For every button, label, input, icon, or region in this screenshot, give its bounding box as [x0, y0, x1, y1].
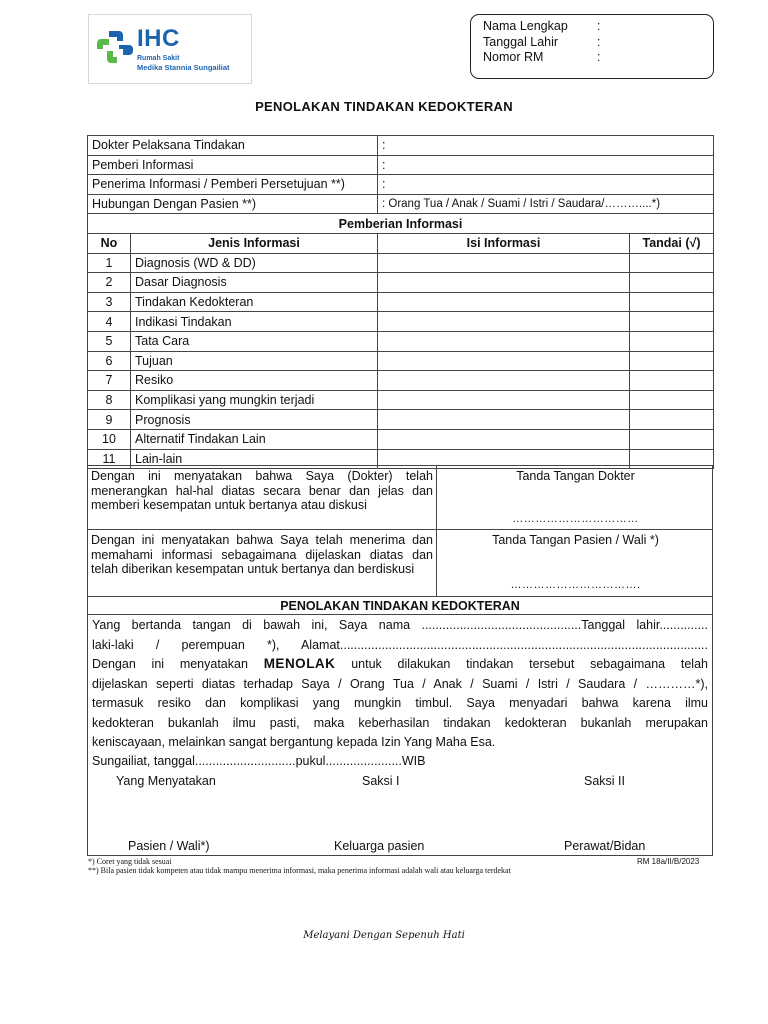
- row-no: 7: [88, 371, 131, 391]
- refusal-section-title: PENOLAKAN TINDAKAN KEDOKTERAN: [87, 596, 713, 615]
- table-row: [88, 390, 714, 410]
- row-no: 10: [88, 429, 131, 449]
- row-isi-cell[interactable]: [378, 292, 630, 312]
- table-row: [88, 410, 714, 430]
- row-no: 6: [88, 351, 131, 371]
- party-family-label: Keluarga pasien: [334, 839, 425, 853]
- doctor-signature-label: Tanda Tangan Dokter: [516, 469, 635, 483]
- row-isi-cell[interactable]: [378, 312, 630, 332]
- row-jenis: Lain-lain: [131, 449, 378, 469]
- row-no: 4: [88, 312, 131, 332]
- logo-line-1: Rumah Sakit: [137, 55, 180, 62]
- info-section-title: Pemberian Informasi: [88, 214, 714, 234]
- row-check-cell[interactable]: [630, 312, 714, 332]
- patient-signature-line: …………………………….: [510, 579, 641, 591]
- refusal-line-permission: keniscayaan, melainkan sangat bergantung kepada Izin Yang Maha Esa.: [92, 735, 496, 749]
- hospital-logo: [88, 14, 252, 84]
- row-jenis: Resiko: [131, 371, 378, 391]
- patient-signature-box[interactable]: [436, 529, 713, 597]
- party-nurse-label: Perawat/Bidan: [564, 839, 646, 853]
- row-jenis: Tujuan: [131, 351, 378, 371]
- patient-dob-field[interactable]: :: [597, 35, 601, 49]
- row-jenis: Dasar Diagnosis: [131, 273, 378, 293]
- row-isi-cell[interactable]: [378, 371, 630, 391]
- row-jenis: Komplikasi yang mungkin terjadi: [131, 390, 378, 410]
- table-row: [88, 351, 714, 371]
- form-code: RM 18a/II/B/2023: [637, 857, 700, 866]
- refusal-line-address[interactable]: laki-laki / perempuan *), Alamat..........................................................................................................: [92, 638, 708, 652]
- row-no: 1: [88, 253, 131, 273]
- table-row: [88, 312, 714, 332]
- patient-rm-field[interactable]: :: [597, 50, 601, 64]
- refusal-line-science: kedokteran bukanlah ilmu pasti, maka keberhasilan tindakan kedokteran bukanlah merupakan: [92, 716, 708, 730]
- table-row: [88, 292, 714, 312]
- party-patient-label: Pasien / Wali*): [128, 839, 210, 853]
- row-value[interactable]: :: [378, 175, 714, 195]
- patient-name-field[interactable]: :: [597, 19, 601, 33]
- statement-pre: Dengan ini menyatakan: [92, 657, 248, 671]
- doctor-signature-box[interactable]: [436, 465, 713, 530]
- column-header-tandai: Tandai (√): [630, 233, 714, 253]
- header-row-relationship: [88, 194, 714, 214]
- patient-declaration-box: [87, 529, 437, 597]
- row-jenis: Tata Cara: [131, 331, 378, 351]
- footnote-competence: **) Bila pasien tidak kompeten atau tidak mampu menerima informasi, maka penerima informasi adalah wali atau keluarga terdekat: [88, 866, 511, 875]
- row-check-cell[interactable]: [630, 429, 714, 449]
- patient-signature-label: Tanda Tangan Pasien / Wali *): [492, 533, 659, 547]
- patient-name-label: Nama Lengkap: [483, 19, 568, 33]
- row-no: 9: [88, 410, 131, 430]
- row-value[interactable]: :: [378, 136, 714, 156]
- refusal-line-statement: [92, 657, 708, 671]
- row-jenis: Prognosis: [131, 410, 378, 430]
- row-check-cell[interactable]: [630, 253, 714, 273]
- table-row: [88, 429, 714, 449]
- doctor-declaration-box: [87, 465, 437, 530]
- row-check-cell[interactable]: [630, 273, 714, 293]
- row-jenis: Indikasi Tindakan: [131, 312, 378, 332]
- row-no: 5: [88, 331, 131, 351]
- row-check-cell[interactable]: [630, 371, 714, 391]
- row-isi-cell[interactable]: [378, 331, 630, 351]
- patient-rm-label: Nomor RM: [483, 50, 544, 64]
- party-declarant-label: Yang Menyatakan: [116, 774, 216, 788]
- row-isi-cell[interactable]: [378, 273, 630, 293]
- patient-declaration-text: Dengan ini menyatakan bahwa Saya telah menerima dan memahami informasi sebagaimana dijelaskan diatas dan telah diberikan kesempatan untuk bertanya dan berdiskusi: [91, 533, 433, 576]
- hospital-tagline: Melayani Dengan Sepenuh Hati: [303, 930, 465, 941]
- table-row: [88, 253, 714, 273]
- footnote-strike: *) Coret yang tidak sesuai: [88, 857, 172, 866]
- hospital-cross-icon: [95, 27, 135, 67]
- row-value[interactable]: : Orang Tua / Anak / Suami / Istri / Saudara/………....*): [378, 194, 714, 214]
- row-isi-cell[interactable]: [378, 410, 630, 430]
- row-check-cell[interactable]: [630, 390, 714, 410]
- row-check-cell[interactable]: [630, 292, 714, 312]
- table-row: [88, 331, 714, 351]
- row-label: Hubungan Dengan Pasien **): [88, 194, 378, 214]
- row-isi-cell[interactable]: [378, 429, 630, 449]
- row-label: Dokter Pelaksana Tindakan: [88, 136, 378, 156]
- row-jenis: Diagnosis (WD & DD): [131, 253, 378, 273]
- row-isi-cell[interactable]: [378, 351, 630, 371]
- row-value[interactable]: :: [378, 155, 714, 175]
- table-row: [88, 371, 714, 391]
- row-check-cell[interactable]: [630, 410, 714, 430]
- row-label: Penerima Informasi / Pemberi Persetujuan **): [88, 175, 378, 195]
- row-no: 11: [88, 449, 131, 469]
- row-check-cell[interactable]: [630, 351, 714, 371]
- doctor-declaration-text: Dengan ini menyatakan bahwa Saya (Dokter) telah menerangkan hal-hal diatas secara benar dan jelas dan memberi kesempatan untuk bertanya atau diskusi: [91, 469, 433, 512]
- statement-refuse: MENOLAK: [263, 656, 336, 671]
- row-no: 2: [88, 273, 131, 293]
- statement-post: untuk dilakukan tindakan tersebut sebagaimana telah: [351, 657, 708, 671]
- party-witness-2-label: Saksi II: [584, 774, 625, 788]
- header-row-doctor: [88, 136, 714, 156]
- refusal-line-risk: termasuk resiko dan komplikasi yang mungkin timbul. Saya menyadari bahwa karena ilmu: [92, 696, 708, 710]
- logo-line-2: Medika Stannia Sungailiat: [137, 63, 230, 72]
- logo-brand: IHC: [137, 25, 180, 52]
- column-header-isi: Isi Informasi: [378, 233, 630, 253]
- row-isi-cell[interactable]: [378, 390, 630, 410]
- column-header-no: No: [88, 233, 131, 253]
- refusal-line-date[interactable]: Sungailiat, tanggal.............................pukul......................WIB: [92, 754, 426, 768]
- row-jenis: Alternatif Tindakan Lain: [131, 429, 378, 449]
- row-no: 8: [88, 390, 131, 410]
- information-table: [87, 135, 714, 469]
- refusal-line-name[interactable]: Yang bertanda tangan di bawah ini, Saya nama ..............................................Tanggal lahir..............: [92, 618, 708, 632]
- refusal-section-body: [87, 615, 713, 856]
- row-check-cell[interactable]: [630, 331, 714, 351]
- patient-dob-label: Tanggal Lahir: [483, 35, 559, 49]
- party-witness-1-label: Saksi I: [362, 774, 400, 788]
- document-title: PENOLAKAN TINDAKAN KEDOKTERAN: [255, 99, 513, 114]
- doctor-signature-line: ……………………………: [512, 513, 639, 525]
- row-jenis: Tindakan Kedokteran: [131, 292, 378, 312]
- header-row-informant: [88, 155, 714, 175]
- row-no: 3: [88, 292, 131, 312]
- table-row: [88, 273, 714, 293]
- info-section-title-row: [88, 214, 714, 234]
- column-header-jenis: Jenis Informasi: [131, 233, 378, 253]
- row-label: Pemberi Informasi: [88, 155, 378, 175]
- refusal-line-relationship: dijelaskan seperti diatas terhadap Saya / Orang Tua / Anak / Suami / Istri / Saudara / …………*),: [92, 677, 708, 691]
- header-row-recipient: [88, 175, 714, 195]
- info-column-header-row: [88, 233, 714, 253]
- row-isi-cell[interactable]: [378, 253, 630, 273]
- patient-identity-box: [470, 14, 714, 79]
